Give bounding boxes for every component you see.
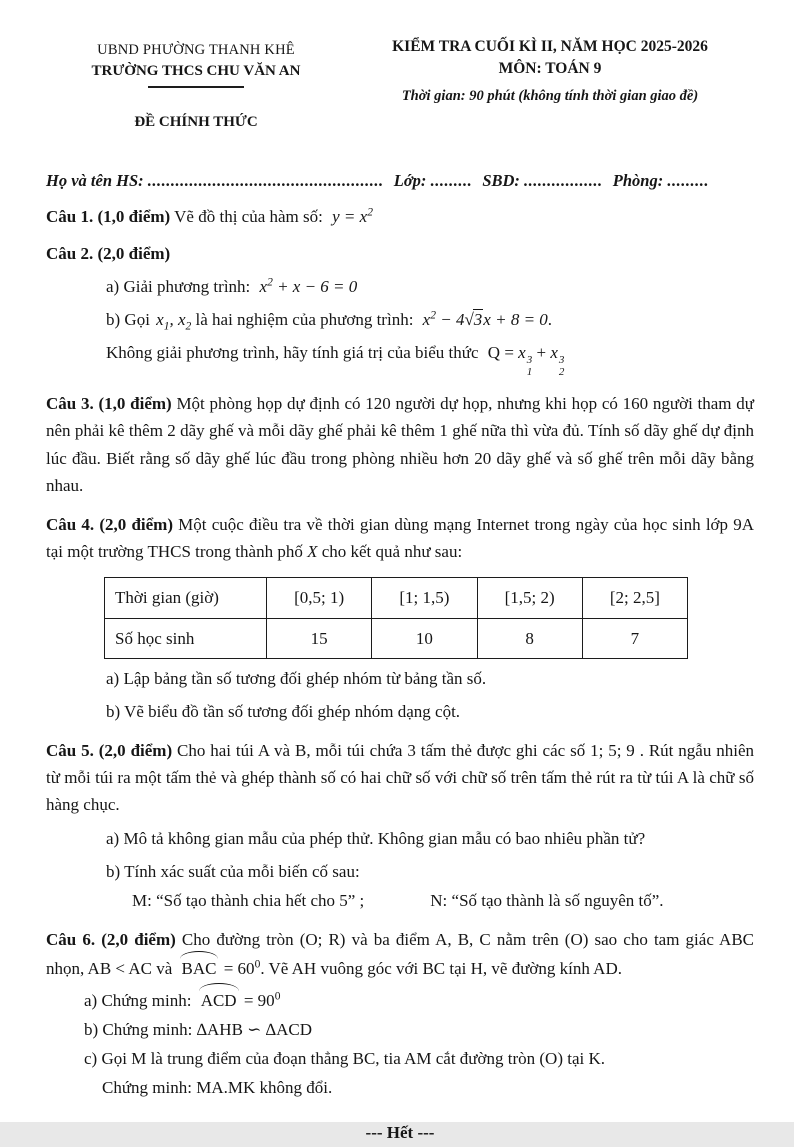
exam-type-label: ĐỀ CHÍNH THỨC	[134, 114, 258, 131]
exam-title: KIỂM TRA CUỐI KÌ II, NĂM HỌC 2025-2026	[392, 38, 708, 55]
formula-exponent: 2	[367, 206, 373, 219]
question-6a-prefix: a) Chứng minh:	[84, 990, 192, 1010]
question-4b: b) Vẽ biểu đồ tần số tương đối ghép nhóm dạng cột.	[106, 701, 461, 721]
question-4-text-2: cho kết quả như sau:	[321, 542, 463, 562]
class-label: Lớp:	[393, 171, 427, 191]
table-row-students	[105, 618, 688, 658]
degree-sup: 0	[274, 989, 281, 1002]
event-N: N: “Số tạo thành là số nguyên tố”.	[430, 891, 664, 910]
formula-Q-expression	[487, 343, 565, 378]
supsub-x1-cubed	[527, 355, 533, 378]
sup-3: 3	[526, 354, 533, 367]
formula-base: y = x	[332, 207, 368, 227]
table-cell-count-1: 15	[267, 618, 372, 658]
table-cell-interval-4: [2; 2,5]	[582, 578, 687, 618]
exam-title-block	[346, 36, 754, 108]
plus-sign: +	[536, 343, 547, 363]
question-2b-note	[106, 339, 754, 378]
question-4-text-1: Một cuộc điều tra về thời gian dùng mạng Internet trong ngày của học sinh lớp 9A tại một trường THCS trong thành phố	[46, 514, 754, 562]
exam-subject: MÔN: TOÁN 9	[498, 60, 602, 78]
sub-1: 1	[526, 365, 533, 378]
angle-ACD: ACD	[198, 985, 240, 1014]
equals-60: = 60	[223, 959, 255, 979]
question-3-text: Một phòng họp dự định có 120 người dự họp, nhưng khi họp có 160 người tham dự nên phải kê thêm 2 dãy ghế và mỗi dãy ghế phải kê thêm 1 ghế nữa thì vừa đủ. Tính số dãy ghế dự định lúc đầu. Biết rằng số dãy ghế lúc đầu trong phòng nhiều hơn 20 dãy ghế và số ghế trên mỗi dãy bằng nhau.	[46, 394, 754, 495]
table-cell-interval-2: [1; 1,5)	[372, 578, 477, 618]
school-block	[46, 36, 346, 134]
degree-sup: 0	[254, 958, 261, 971]
var-x1: x	[156, 309, 164, 329]
period: .	[547, 309, 553, 329]
equals-90: = 90	[243, 990, 275, 1010]
question-6-label: Câu 6. (2,0 điểm)	[46, 930, 176, 950]
question-5b-events	[132, 887, 754, 914]
room-blank: .........	[667, 171, 709, 191]
question-4	[46, 511, 754, 565]
radicand-3: 3	[473, 309, 483, 329]
question-5a: a) Mô tả không gian mẫu của phép thử. Không gian mẫu có bao nhiêu phần tử?	[106, 828, 646, 848]
question-6-text-2: . Vẽ AH vuông góc với BC tại H, vẽ đường kính AD.	[260, 959, 622, 979]
sub-1: 1	[163, 320, 170, 333]
sbd-blank: .................	[524, 171, 603, 191]
room-label: Phòng:	[612, 171, 664, 191]
question-1	[46, 203, 754, 230]
student-info-line	[46, 168, 754, 194]
question-2b	[106, 306, 754, 333]
formula-tail: x + 8 = 0	[483, 309, 548, 329]
minus-4: − 4	[440, 309, 465, 329]
question-6c: c) Gọi M là trung điểm của đoạn thẳng BC, tia AM cắt đường tròn (O) tại K.	[84, 1048, 606, 1068]
question-2b-mid: là hai nghiệm của phương trình:	[195, 309, 414, 329]
angle-ACD-equation	[198, 991, 281, 1010]
sbd-label: SBD:	[482, 171, 520, 191]
question-4a: a) Lập bảng tần số tương đối ghép nhóm từ bảng tần số.	[106, 668, 487, 688]
question-5-text: Cho hai túi A và B, mỗi túi chứa 3 tấm thẻ được ghi các số 1; 5; 9 . Rút ngẫu nhiên từ mỗi túi ra một tấm thẻ và ghép thành số có hai chữ số với chữ số trên tấm thẻ rút ra từ túi A là chữ số hàng chục.	[46, 741, 755, 815]
var-x2: x	[177, 309, 186, 329]
var-x1: x	[518, 343, 526, 363]
frequency-table	[104, 577, 688, 658]
table-cell-count-4: 7	[582, 618, 687, 658]
table-row-time	[105, 578, 688, 618]
exam-header	[46, 36, 754, 134]
organization-name: UBND PHƯỜNG THANH KHÊ	[97, 42, 295, 58]
event-M: M: “Số tạo thành chia hết cho 5” ;	[132, 891, 365, 910]
var-x: x	[422, 309, 431, 329]
angle-BAC-equation	[179, 959, 261, 978]
question-5-label: Câu 5. (2,0 điểm)	[46, 741, 173, 761]
supsub-x2-cubed	[559, 355, 565, 378]
exam-duration: Thời gian: 90 phút (không tính thời gian giao đề)	[401, 87, 699, 104]
comma: ,	[169, 309, 174, 329]
formula-quadratic-2	[423, 310, 548, 329]
question-2a-text: a) Giải phương trình:	[106, 276, 251, 296]
question-6c-conclusion: Chứng minh: MA.MK không đổi.	[102, 1078, 333, 1098]
table-cell-count-3: 8	[477, 618, 582, 658]
question-2	[46, 240, 754, 267]
question-3	[46, 390, 754, 499]
student-name-blank: ...................................................	[147, 171, 384, 191]
question-2b-prefix: b) Gọi	[106, 309, 150, 329]
angle-BAC: BAC	[179, 953, 220, 982]
header-underline-rule	[148, 86, 244, 88]
school-name: TRƯỜNG THCS CHU VĂN AN	[91, 63, 301, 80]
question-5b: b) Tính xác suất của mỗi biến cố sau:	[106, 861, 360, 881]
var-X: X	[307, 542, 318, 562]
question-6b: b) Chứng minh: ∆AHB ∽ ∆ACD	[84, 1019, 312, 1039]
formula-rest: + x − 6 = 0	[277, 276, 358, 296]
student-name-label: Họ và tên HS:	[46, 171, 144, 191]
radical-sign: √	[464, 309, 474, 329]
sub-2: 2	[558, 365, 565, 378]
end-of-exam-marker: --- Hết ---	[365, 1123, 435, 1143]
formula-y-equals-x-squared	[332, 207, 373, 226]
table-cell-count-2: 10	[372, 618, 477, 658]
formula-quadratic-1	[260, 277, 358, 296]
sup-3: 3	[558, 354, 565, 367]
sub-2: 2	[185, 320, 192, 333]
exp-2: 2	[430, 309, 436, 322]
question-1-text: Vẽ đồ thị của hàm số:	[174, 207, 323, 227]
table-cell-time-header: Thời gian (giờ)	[105, 578, 267, 618]
table-cell-students-header: Số học sinh	[105, 618, 267, 658]
question-5	[46, 737, 754, 819]
question-6-text-1: Cho đường tròn (O; R) và ba điểm A, B, C nằm trên (O) sao cho tam giác ABC nhọn, AB < AC và	[46, 930, 755, 979]
question-2-label: Câu 2. (2,0 điểm)	[46, 243, 171, 263]
table-cell-interval-3: [1,5; 2)	[477, 578, 582, 618]
question-4-label: Câu 4. (2,0 điểm)	[46, 514, 173, 534]
question-6	[46, 926, 754, 982]
roots-x1-x2	[156, 309, 192, 333]
var-x: x	[259, 276, 268, 296]
question-2a	[106, 273, 754, 300]
question-1-label: Câu 1. (1,0 điểm)	[46, 207, 171, 227]
Q-equals: Q =	[487, 343, 514, 363]
var-x2: x	[550, 343, 558, 363]
question-2b-note-text: Không giải phương trình, hãy tính giá trị của biểu thức	[106, 343, 479, 363]
table-cell-interval-1: [0,5; 1)	[267, 578, 372, 618]
exp-2: 2	[267, 276, 273, 289]
class-blank: .........	[430, 171, 473, 191]
question-3-label: Câu 3. (1,0 điểm)	[46, 394, 172, 414]
question-6a	[84, 985, 754, 1014]
